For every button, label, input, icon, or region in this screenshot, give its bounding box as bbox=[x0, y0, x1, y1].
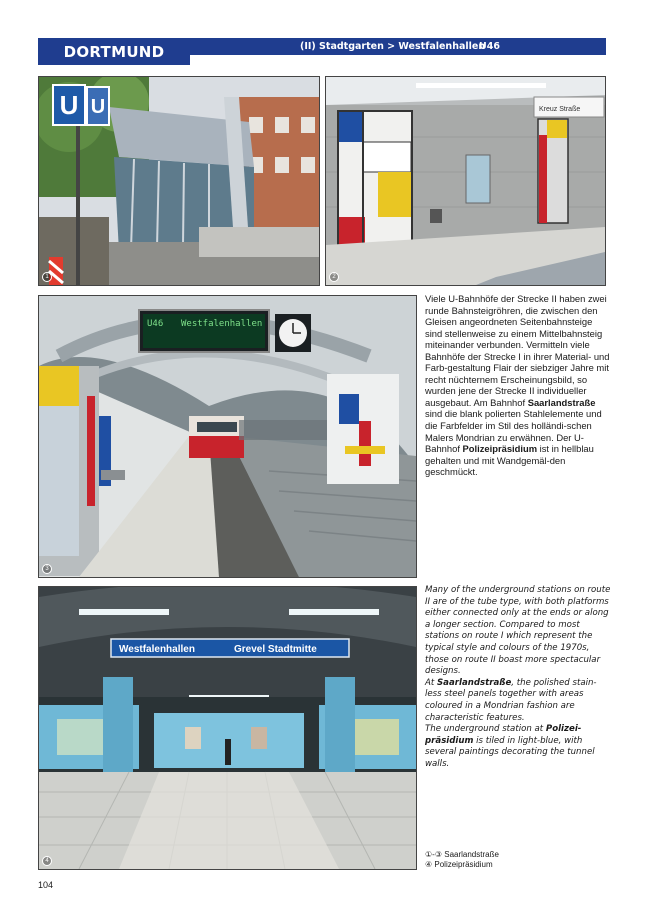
english-paragraph-3 bbox=[425, 724, 611, 770]
english-bold-saarlandstrasse: Saarlandstraße bbox=[436, 677, 512, 688]
page-number: 104 bbox=[38, 880, 54, 890]
photo-number: 1 bbox=[42, 272, 52, 282]
line-label: U46 bbox=[479, 41, 500, 52]
photo-blue-station bbox=[38, 586, 417, 870]
photo-number: 2 bbox=[329, 272, 339, 282]
german-text-part3: ist in hellblau gehalten und mit Wandgemäl-den geschmückt. bbox=[425, 443, 594, 478]
english-text-3a: The underground station at bbox=[425, 724, 546, 735]
caption-item: ④ Polizeipräsidium bbox=[425, 860, 493, 869]
german-bold-polizeipraesidium: Polizeipräsidium bbox=[462, 443, 538, 455]
train-line-indicator: U46 bbox=[147, 319, 164, 329]
caption-item: ①-③ Saarlandstraße bbox=[425, 850, 499, 859]
u-logo-right: U bbox=[90, 96, 106, 118]
english-bold-polizeipraesidium: Polizei-präsidium bbox=[425, 724, 582, 746]
photo-number: 4 bbox=[42, 856, 52, 866]
german-bold-saarlandstrasse: Saarlandstraße bbox=[527, 396, 596, 408]
english-text-2b: , the polished stain-less steel panels together with areas coloured in a Mondrian fashion are characteristic features. bbox=[425, 677, 597, 723]
photo-captions bbox=[425, 850, 605, 870]
city-title: DORTMUND bbox=[38, 38, 190, 65]
german-description bbox=[425, 293, 611, 478]
station-sign: Kreuz Straße bbox=[539, 106, 581, 113]
english-text-3b: is tiled in light-blue, with several paintings decorating the tunnel walls. bbox=[425, 735, 595, 769]
route-title: (II) Stadtgarten > Westfalenhallen bbox=[300, 41, 486, 52]
photo-station-entrance bbox=[38, 76, 320, 286]
u-logo-left: U bbox=[59, 90, 79, 120]
english-paragraph-2 bbox=[425, 678, 611, 724]
photo-number: 3 bbox=[42, 564, 52, 574]
photo-tube-platform bbox=[38, 295, 417, 578]
train-destination: Westfalenhallen bbox=[181, 319, 263, 329]
english-text-2a: At bbox=[425, 677, 437, 688]
german-text-part1: Viele U-Bahnhöfe der Strecke II haben zwei runde Bahnsteigröhren, die zwischen den Gleisen angeordneten Seitenbahnsteige sind stellenweise zu einem Mittelbahnsteig miteinander verbunden. Vermitteln viele Bahnhöfe der Strecke I in ihrer Material- und Farb-gestaltung Flair der siebziger Jahre mit recht nüchternem Erscheinungsbild, so wurden jene der Strecke II individueller ausgebaut. Am Bahnhof bbox=[425, 293, 610, 408]
english-description bbox=[425, 585, 611, 771]
sign-grevel-stadtmitte: Grevel Stadtmitte bbox=[234, 644, 317, 655]
sign-westfalenhallen: Westfalenhallen bbox=[119, 644, 195, 655]
german-text-part2: sind die blank polierten Stahlelemente und die Farbfelder im Stil des holländi-schen Malers Mondrian zu erwähnen. Der U-Bahnhof bbox=[425, 408, 602, 455]
english-paragraph-1: Many of the underground stations on route II are of the tube type, with both platforms either connected only at the ends or along a longer section. Compared to most stations on route I which represent the typical style and colours of the 1970s, those on route II boast more spectacular designs. bbox=[425, 585, 611, 677]
photo-mondrian-wall bbox=[325, 76, 606, 286]
